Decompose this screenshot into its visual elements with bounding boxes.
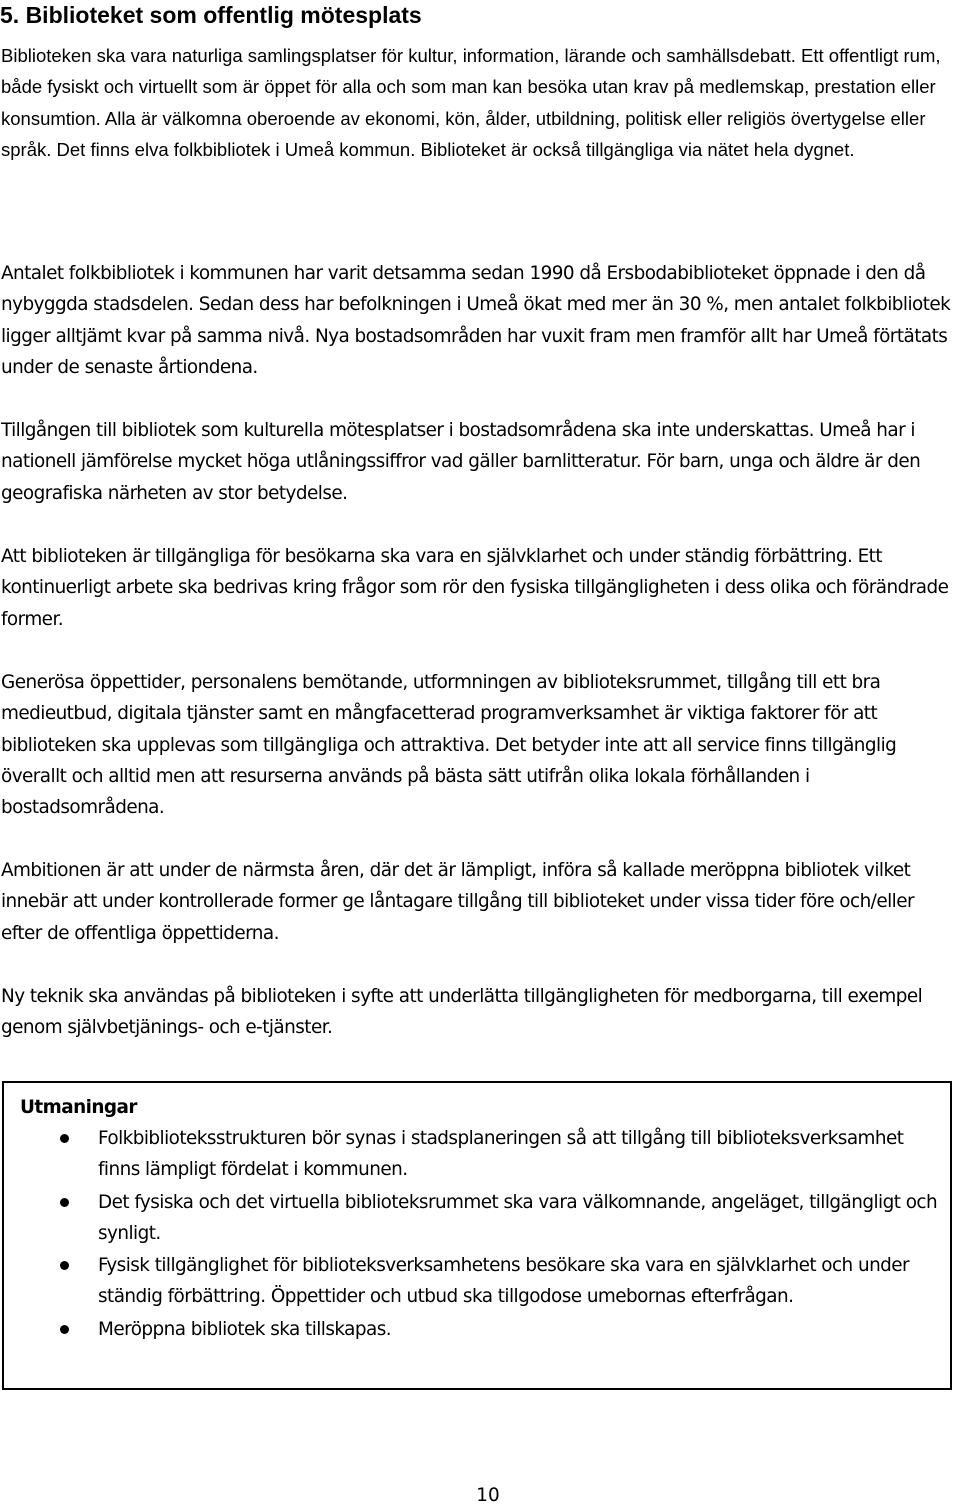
- section-heading: 5. Biblioteket som offentlig mötesplats: [0, 2, 422, 28]
- paragraph-accessibility: Att biblioteken är tillgängliga för besökarna ska vara en självklarhet och under ständig förbättring. Ett kontinuerligt arbete ska bedrivas kring frågor som rör den fysiska tillgängligheten i dess olika och förändrade former.: [1, 546, 949, 630]
- challenges-list: [4, 1123, 950, 1346]
- challenges-box: [2, 1081, 952, 1390]
- list-item: [4, 1187, 950, 1250]
- paragraph-new-technology: Ny teknik ska användas på biblioteken i syfte att underlätta tillgängligheten för medborgarna, till exempel genom självbetjänings- och e-tjänster.: [1, 986, 923, 1039]
- challenges-title: Utmaningar: [20, 1097, 137, 1118]
- list-item: [4, 1250, 950, 1313]
- list-item: [4, 1314, 950, 1345]
- paragraph-opening-hours: Generösa öppettider, personalens bemötande, utformningen av biblioteksrummet, tillgång till ett bra medieutbud, digitala tjänster samt en mångfacetterad programverksamhet är viktiga faktorer för att biblioteken ska upplevas som tillgängliga och attraktiva. Det betyder inte att all service finns tillgänglig överallt och alltid men att resurserna används på bästa sätt utifrån olika lokala förhållanden i bostadsområdena.: [1, 672, 897, 819]
- bullet-icon: [60, 1325, 69, 1334]
- list-item-text: Folkbiblioteksstrukturen bör synas i stadsplaneringen så att tillgång till biblioteksverksamhet finns lämpligt fördelat i kommunen.: [98, 1128, 904, 1181]
- paragraph-access-neighborhoods: Tillgången till bibliotek som kulturella mötesplatser i bostadsområdena ska inte underskattas. Umeå har i nationell jämförelse mycket höga utlåningssiffror vad gäller barnlitteratur. För barn, unga och äldre är den geografiska närheten av stor betydelse.: [1, 420, 921, 504]
- paragraph-intro: Biblioteken ska vara naturliga samlingsplatser för kultur, information, lärande och samhällsdebatt. Ett offentligt rum, både fysiskt och virtuellt som är öppet för alla och som man kan besöka utan krav på medlemskap, prestation eller konsumtion. Alla är välkomna oberoende av ekonomi, kön, ålder, utbildning, politisk eller religiös övertygelse eller språk. Det finns elva folkbibliotek i Umeå kommun. Biblioteket är också tillgängliga via nätet hela dygnet.: [1, 45, 941, 160]
- page-number: 10: [476, 1485, 500, 1506]
- paragraph-ambition: Ambitionen är att under de närmsta åren, där det är lämpligt, införa så kallade meröppna bibliotek vilket innebär att under kontrollerade former ge låntagare tillgång till biblioteket under vissa tider före och/eller efter de offentliga öppettiderna.: [1, 860, 914, 944]
- bullet-icon: [60, 1261, 69, 1270]
- bullet-icon: [60, 1198, 69, 1207]
- list-item-text: Meröppna bibliotek ska tillskapas.: [98, 1318, 392, 1340]
- paragraph-library-count: Antalet folkbibliotek i kommunen har varit detsamma sedan 1990 då Ersbodabiblioteket öppnade i den då nybyggda stadsdelen. Sedan dess har befolkningen i Umeå ökat med mer än 30 %, men antalet folkbibliotek ligger alltjämt kvar på samma nivå. Nya bostadsområden har vuxit fram men framför allt har Umeå förtätats under de senaste årtiondena.: [1, 263, 951, 378]
- list-item: [4, 1123, 950, 1186]
- bullet-icon: [60, 1134, 69, 1143]
- list-item-text: Fysisk tillgänglighet för biblioteksverksamhetens besökare ska vara en självklarhet och under ständig förbättring. Öppettider och utbud ska tillgodose umebornas efterfrågan.: [98, 1255, 910, 1308]
- list-item-text: Det fysiska och det virtuella biblioteksrummet ska vara välkomnande, angeläget, tillgängligt och synligt.: [98, 1191, 938, 1244]
